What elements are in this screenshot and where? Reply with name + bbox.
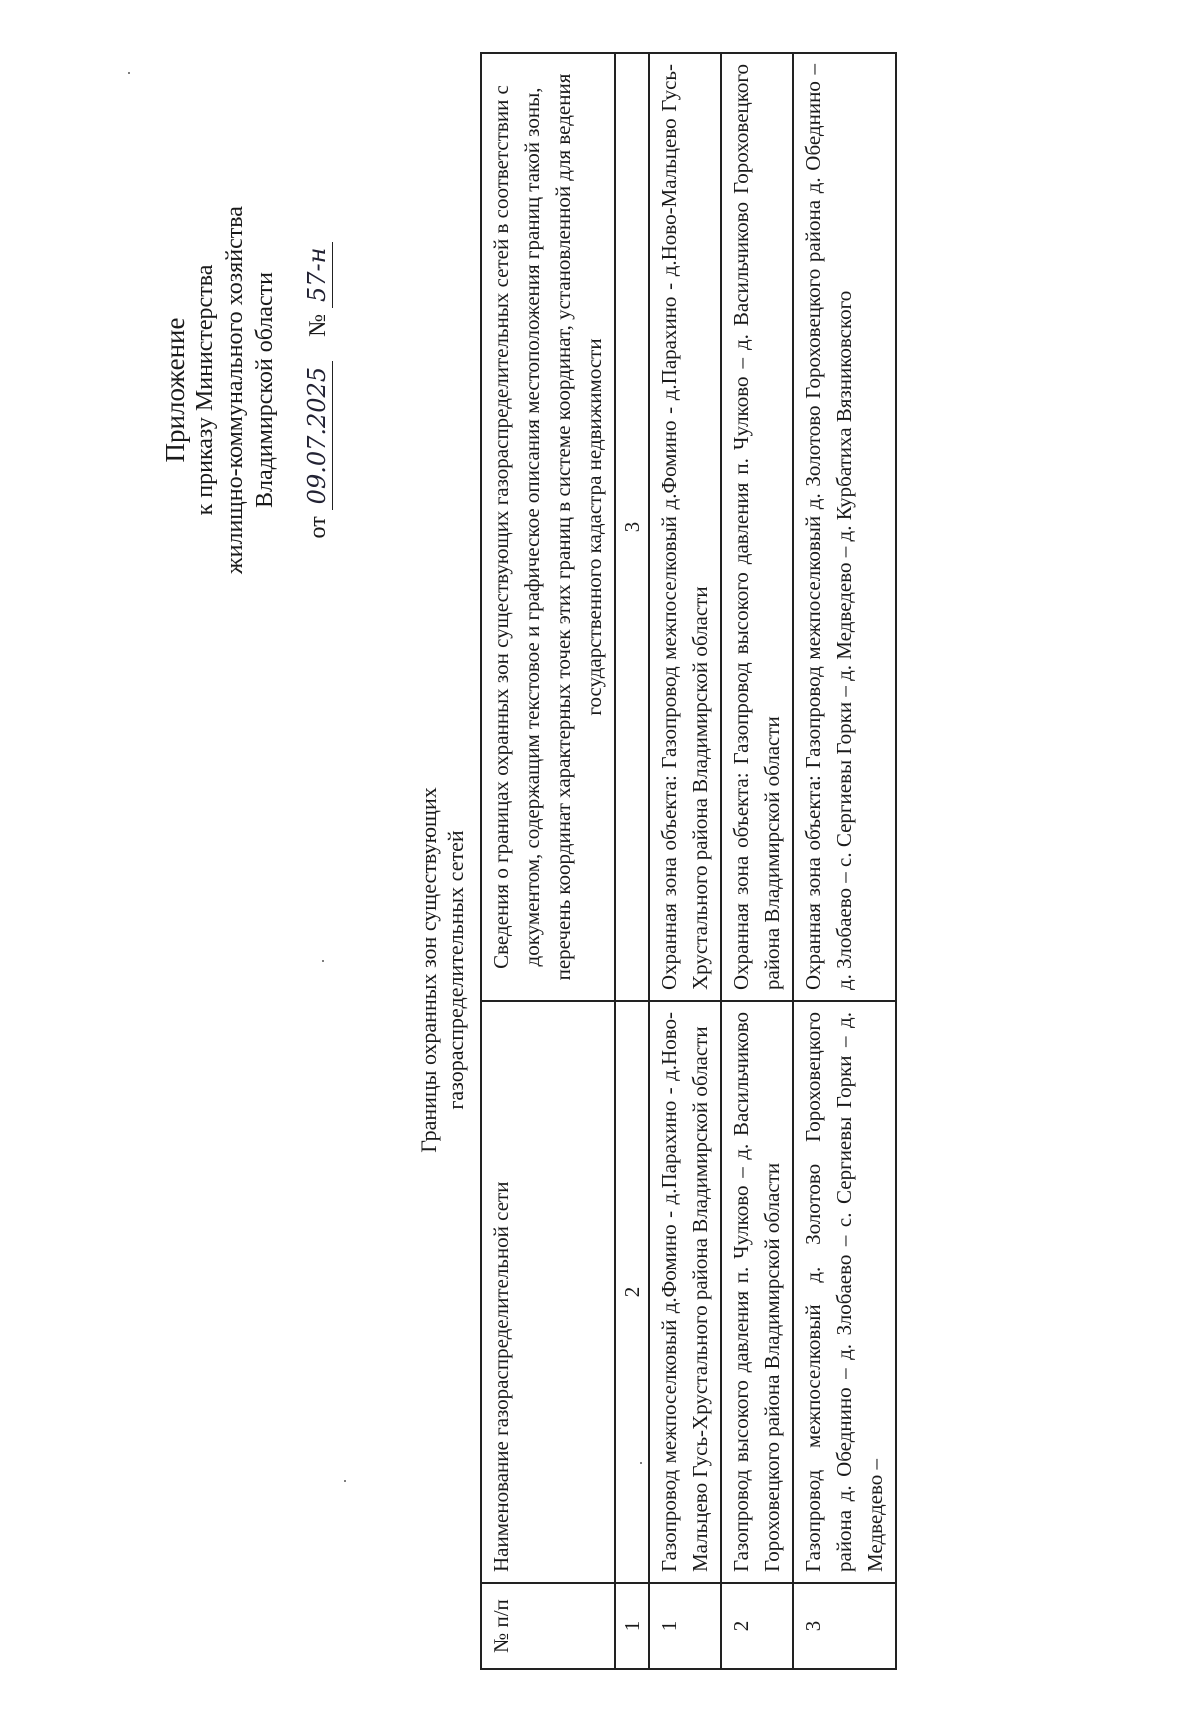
document-title (415, 570, 469, 1370)
appendix-block (160, 160, 333, 620)
header-zone-info: Сведения о границах охранных зон существующих газораспределительных сетей в соответствии с документом, содержащим текстовое и графическое описания местоположения границ такой зоны, перечень координат характерных точек этих границ в системе координат, установленной для ведения государственного кадастра недвижимости (481, 53, 615, 1001)
table-header-row (481, 53, 615, 1669)
column-number: 3 (615, 53, 649, 1001)
column-number-row (615, 53, 649, 1669)
zones-table (480, 52, 897, 1670)
title-line-2: газораспределительных сетей (443, 830, 468, 1110)
row-number: 2 (721, 1583, 793, 1669)
row-number: 3 (793, 1583, 896, 1669)
order-number: 57-н (302, 242, 333, 308)
network-name: Газопровод высокого давления п. Чулково – д. Васильчиково Гороховецкого района Владимирской области (721, 1001, 793, 1583)
zone-description: Охранная зона объекта: Газопровод межпоселковый д. Золотово Гороховецкого района д. Обеднино – д. Злобаево – с. Сергиевы Горки – д. Медведево – д. Курбатиха Вязниковского (793, 53, 896, 1001)
date-prefix: от (305, 516, 331, 539)
header-network-name: Наименование газораспределительной сети (481, 1001, 615, 1583)
appendix-dateline (302, 160, 333, 620)
column-number: 2 (615, 1001, 649, 1583)
header-number: № п/п (481, 1583, 615, 1669)
table-row (793, 53, 896, 1669)
appendix-ministry: жилищно-коммунального хозяйства (222, 206, 248, 574)
scan-speck (128, 72, 130, 74)
network-name: Газопровод межпоселковый д. Золотово Гороховецкого района д. Обеднино – д. Злобаево – с. Сергиевы Горки – д. Медведево – (793, 1001, 896, 1583)
appendix-order-ref: к приказу Министерства (192, 264, 218, 516)
column-number: 1 (615, 1583, 649, 1669)
appendix-region: Владимирской области (252, 272, 278, 508)
title-line-1: Границы охранных зон существующих (416, 787, 441, 1153)
zone-description: Охранная зона объекта: Газопровод высокого давления п. Чулково – д. Васильчиково Гороховецкого района Владимирской области (721, 53, 793, 1001)
table-row (649, 53, 721, 1669)
number-prefix: № (305, 313, 331, 337)
network-name: Газопровод межпоселковый д.Фомино - д.Парахино - д.Ново-Мальцево Гусь-Хрустального района Владимирской области (649, 1001, 721, 1583)
row-number: 1 (649, 1583, 721, 1669)
zone-description: Охранная зона объекта: Газопровод межпоселковый д.Фомино - д.Парахино - д.Ново-Мальцево Гусь-Хрустального района Владимирской области (649, 53, 721, 1001)
appendix-heading: Приложение (160, 317, 190, 463)
order-date: 09.07.2025 (302, 361, 333, 510)
rotated-document (20, 64, 1120, 1670)
table-row (721, 53, 793, 1669)
